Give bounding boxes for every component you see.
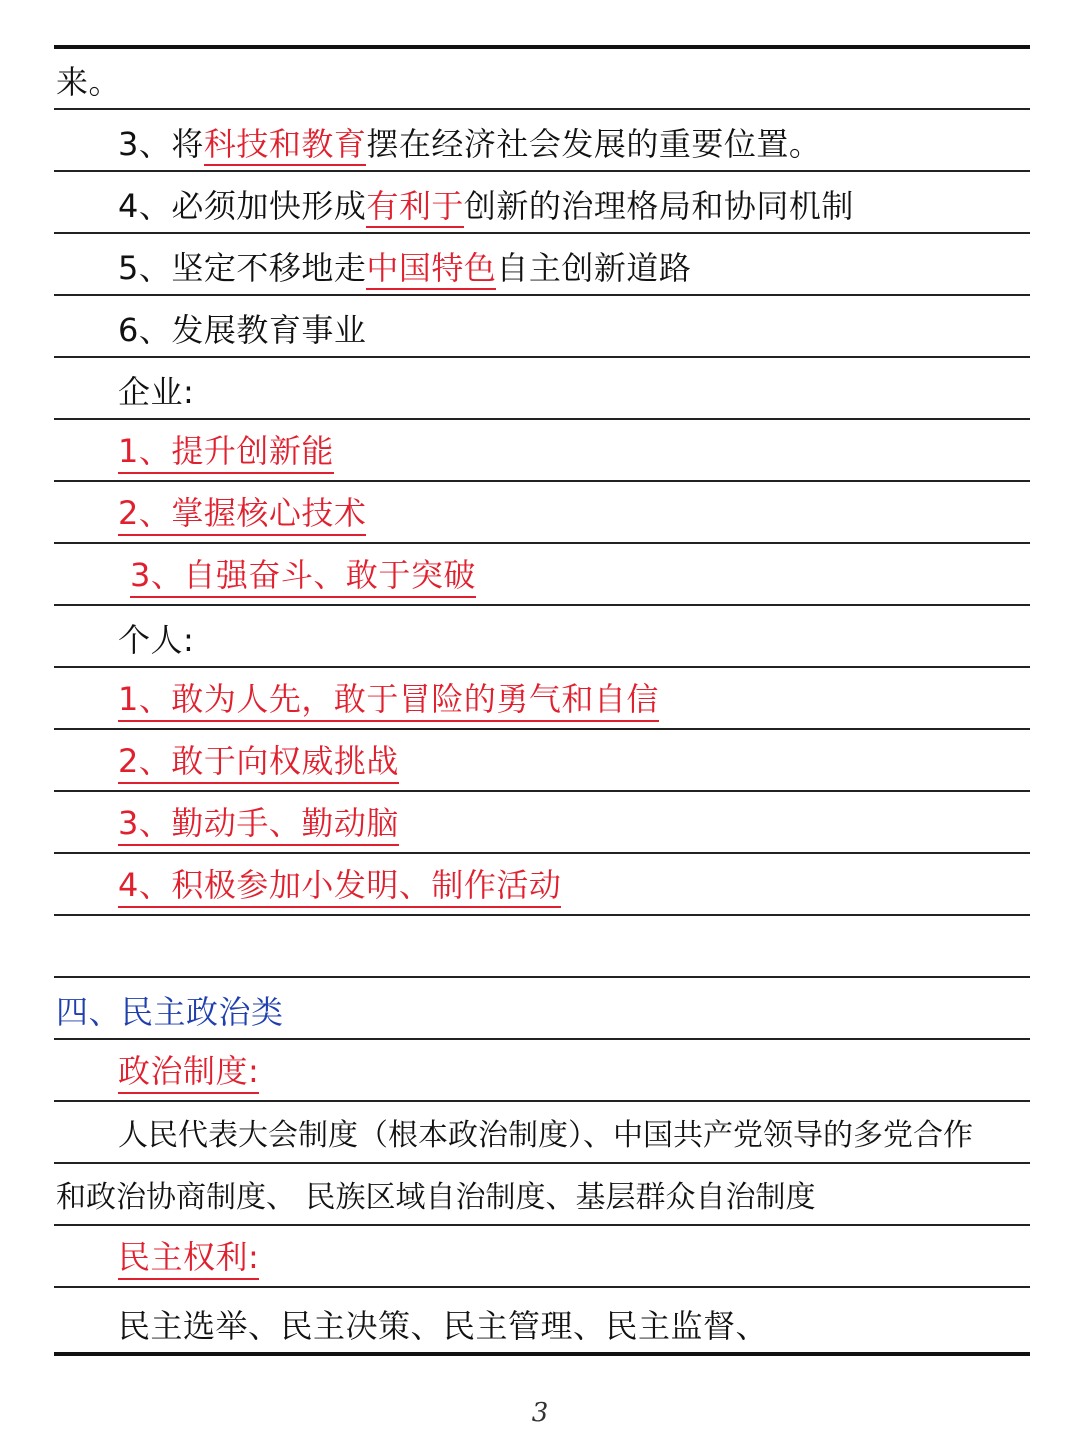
line-text: 和政治协商制度、 民族区域自治制度、基层群众自治制度: [56, 1180, 816, 1215]
text-line: [0, 232, 1080, 294]
text-line: [0, 604, 1080, 666]
line-suffix: 摆在经济社会发展的重要位置。: [366, 125, 822, 163]
subheading-political-system: 政治制度:: [118, 1051, 259, 1094]
line-prefix: 3、将: [118, 125, 204, 163]
highlight-phrase: 2、敢于向权威挑战: [118, 741, 399, 784]
line-text: [56, 62, 121, 102]
highlight-phrase: 4、积极参加小发明、制作活动: [118, 865, 561, 908]
line-suffix: 创新的治理格局和协同机制: [463, 187, 854, 225]
text-line: [0, 356, 1080, 418]
ruled-line: [54, 1286, 1030, 1288]
highlight-phrase: 2、掌握核心技术: [118, 493, 366, 536]
line-text: 民主选举、民主决策、民主管理、民主监督、: [118, 1307, 769, 1345]
text-line: [0, 1162, 1080, 1224]
bottom-rule: [54, 1352, 1030, 1356]
highlight-phrase: 有利于: [366, 187, 464, 228]
highlight-phrase: 1、敢为人先，敢于冒险的勇气和自信: [118, 679, 659, 722]
text-line: [0, 852, 1080, 914]
text-line: [0, 1224, 1080, 1286]
page-number: 3: [531, 1398, 549, 1428]
text-line: [0, 46, 1080, 108]
highlight-phrase: 科技和教育: [204, 125, 367, 166]
text-line: [0, 666, 1080, 728]
section-label-individual: [118, 620, 194, 660]
text-line: [0, 170, 1080, 232]
subheading-democratic-rights: 民主权利:: [118, 1237, 259, 1280]
line-prefix: 来。: [56, 63, 122, 101]
text-line: [0, 728, 1080, 790]
line-prefix: 企业:: [118, 373, 195, 411]
highlight-phrase: 3、勤动手、勤动脑: [118, 803, 399, 846]
highlight-phrase: 1、提升创新能: [118, 431, 334, 474]
line-text: [118, 186, 854, 226]
text-line: [0, 108, 1080, 170]
text-line: [0, 1290, 1080, 1352]
highlight-phrase: 中国特色: [366, 249, 496, 290]
section-heading: 四、民主政治类: [56, 993, 284, 1031]
line-text: [118, 310, 366, 350]
line-prefix: 个人:: [118, 621, 195, 659]
text-line: [0, 1038, 1080, 1100]
text-line: [0, 294, 1080, 356]
highlight-phrase: 3、自强奋斗、敢于突破: [130, 555, 476, 598]
line-text: 人民代表大会制度（根本政治制度）、中国共产党领导的多党合作: [118, 1118, 973, 1153]
line-suffix: 自主创新道路: [496, 249, 692, 287]
text-line: [0, 1100, 1080, 1162]
section-label-enterprise: [118, 372, 194, 412]
text-line: [0, 976, 1080, 1038]
line-prefix: 4、必须加快形成: [118, 187, 367, 225]
text-line: [0, 418, 1080, 480]
blank-line: [0, 914, 1080, 976]
line-text: [118, 124, 821, 164]
text-line: [0, 480, 1080, 542]
text-line: [0, 542, 1080, 604]
line-text: [118, 248, 691, 288]
line-prefix: 5、坚定不移地走: [118, 249, 367, 287]
line-prefix: 6、发展教育事业: [118, 311, 367, 349]
text-line: [0, 790, 1080, 852]
